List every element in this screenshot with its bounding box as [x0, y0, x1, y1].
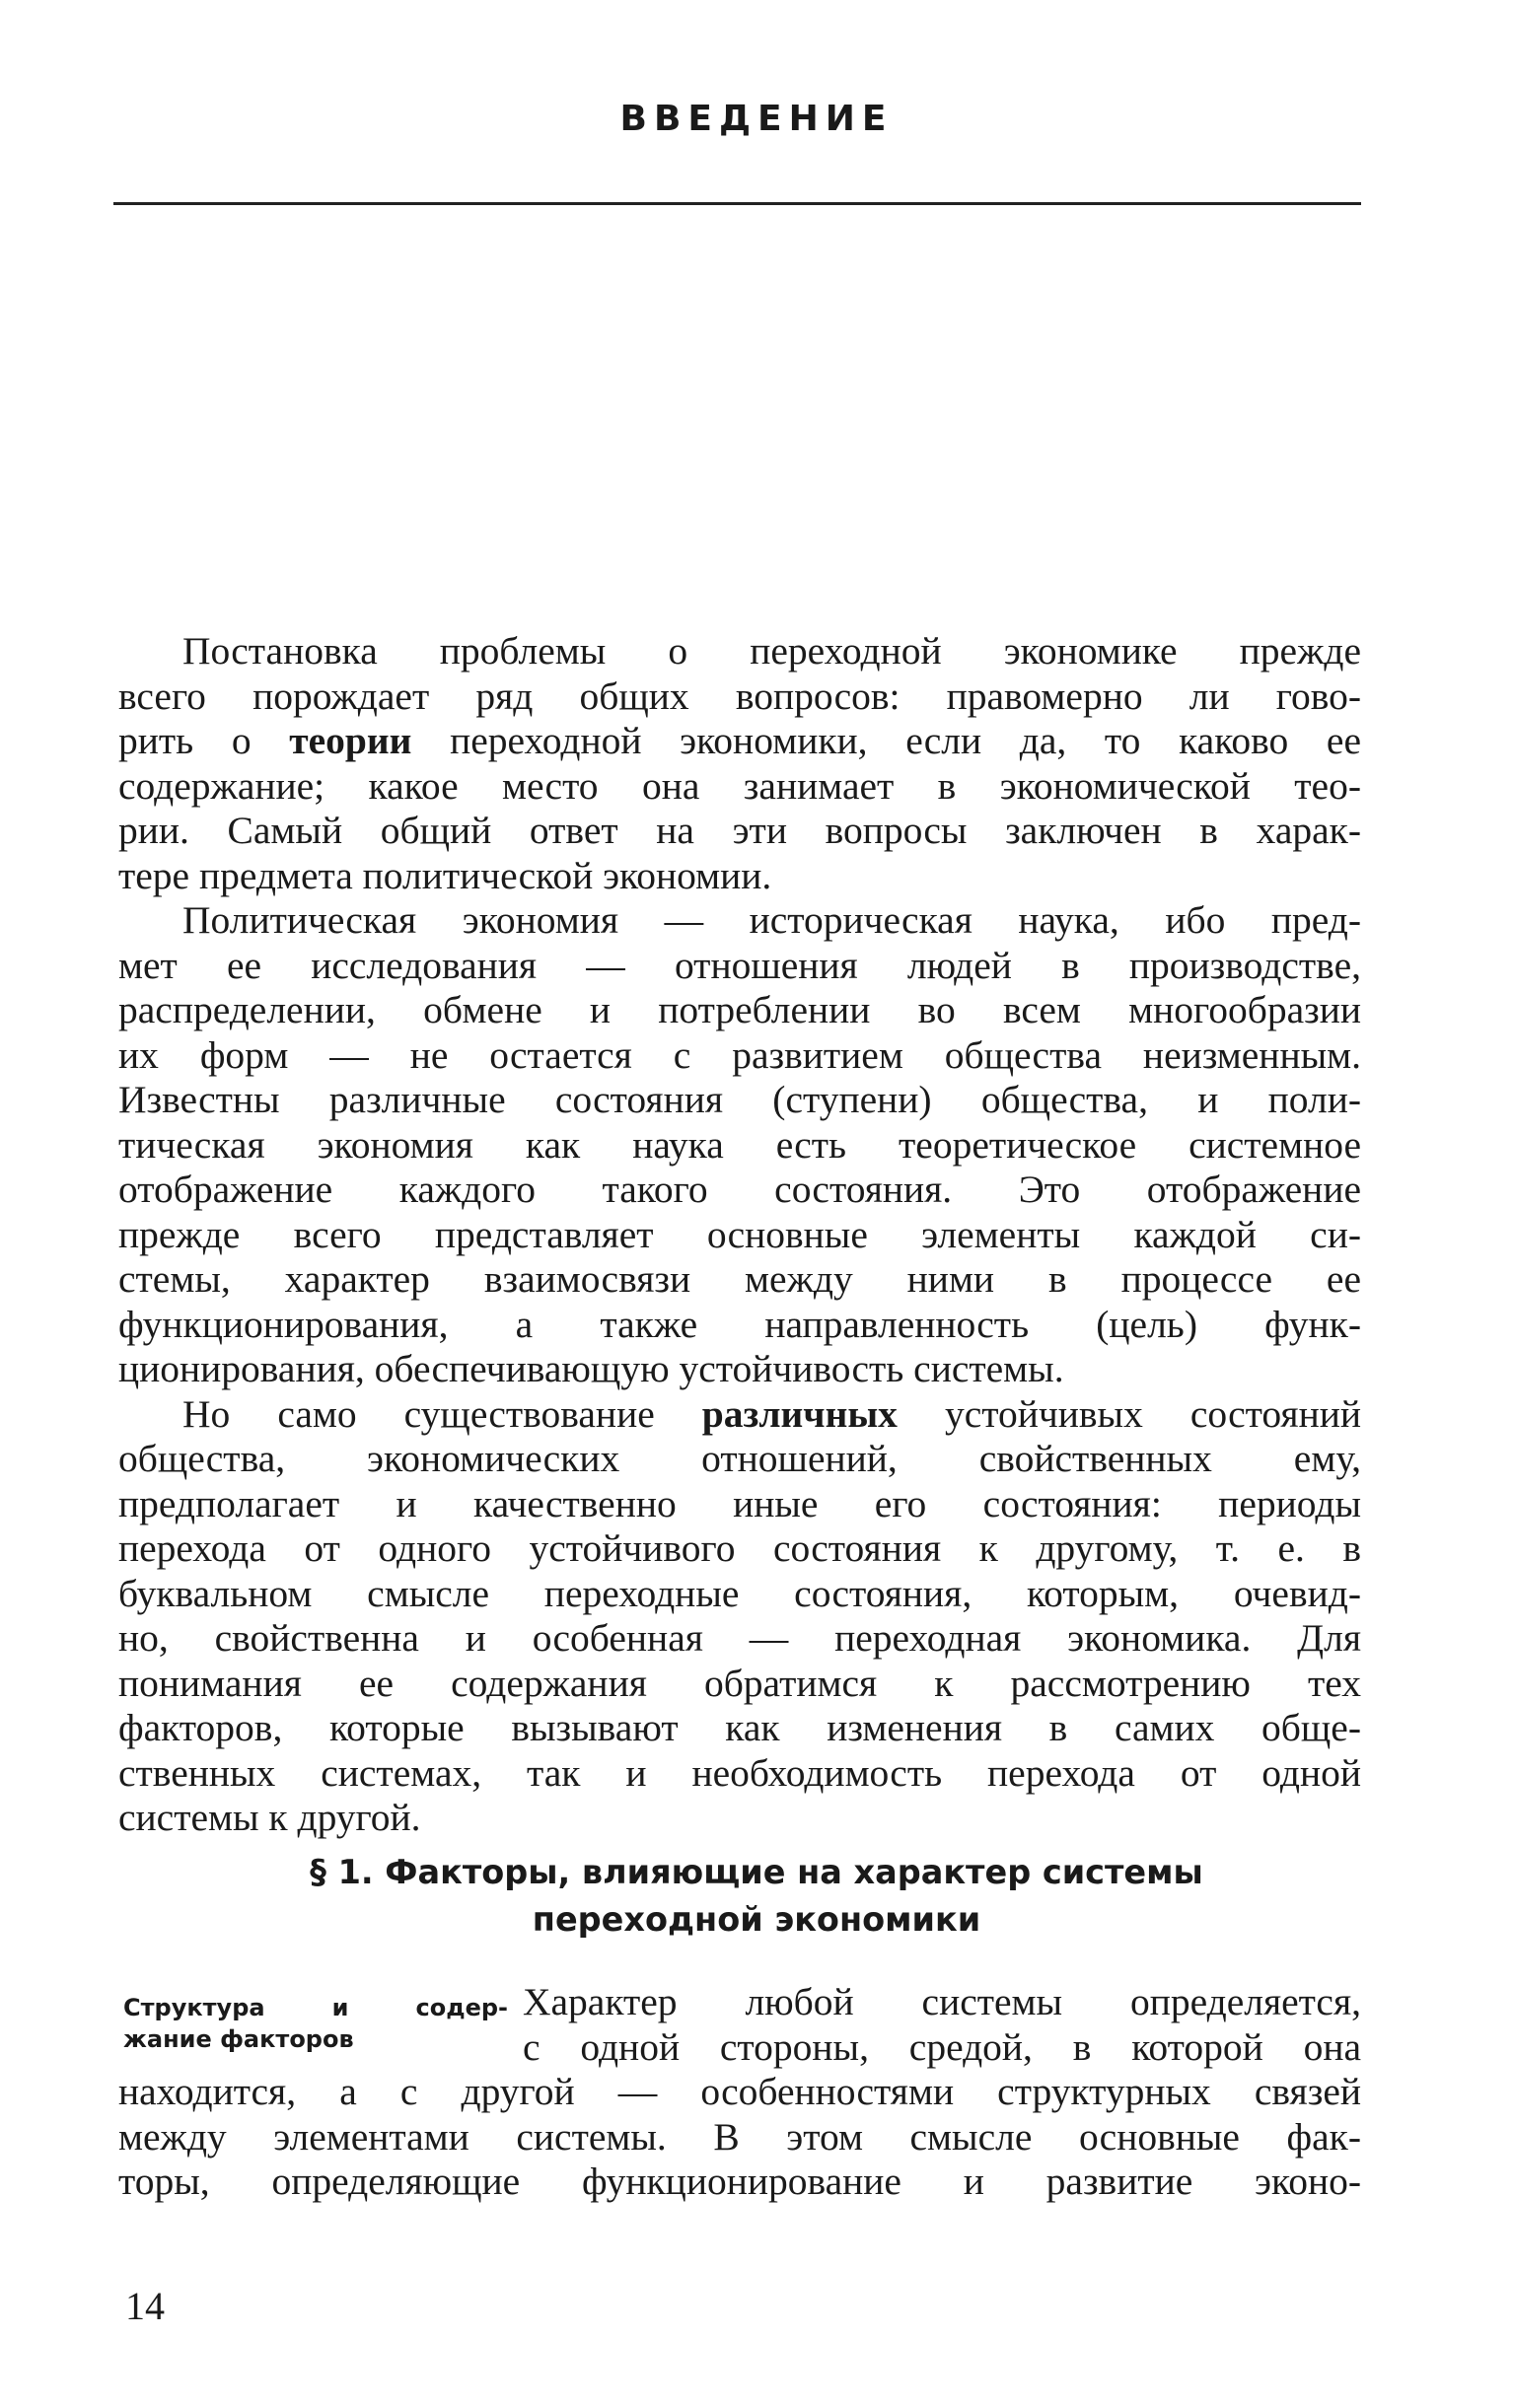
text-line: факторов, которые вызывают как изменения в самих обще- [118, 1706, 1361, 1749]
text-line [118, 1392, 1361, 1438]
text-fragment: рить о [118, 719, 252, 762]
text-line: Постановка проблемы о переходной экономике прежде [182, 629, 1361, 673]
text-line: тере предмета политической экономии. [118, 853, 772, 897]
text-fragment: устойчивых состояний [944, 1391, 1362, 1436]
text-line: рии. Самый общий ответ на эти вопросы заключен в харак- [118, 809, 1361, 852]
text-line: торы, определяющие функционирование и развитие эконо- [118, 2160, 1361, 2203]
text-line: ственных системах, так и необходимость перехода от одной [118, 1750, 1361, 1795]
text-fragment: Но само существование [182, 1391, 655, 1436]
text-line: Характер любой системы определяется, [523, 1980, 1361, 2023]
text-line: всего порождает ряд общих вопросов: правомерно ли гово- [118, 673, 1361, 718]
text-line: содержание; какое место она занимает в экономической тео- [118, 763, 1361, 808]
section-heading-line: переходной экономики [532, 1900, 981, 1939]
emphasis-different: различных [701, 1391, 898, 1436]
page-number: 14 [125, 2284, 165, 2328]
section-text [118, 1980, 1361, 2205]
section-heading-line: § 1. Факторы, влияющие на характер системы [310, 1853, 1203, 1891]
text-line: перехода от одного устойчивого состояния к другому, т. е. в [118, 1526, 1361, 1570]
margin-note-line: Структура и содер- [123, 1994, 508, 2021]
text-line: Известны различные состояния (ступени) общества, и поли- [118, 1078, 1361, 1121]
text-line [118, 719, 1361, 764]
margin-note-line: жание факторов [123, 2025, 354, 2053]
text-line: отображение каждого такого состояния. Это отображение [118, 1168, 1361, 1211]
emphasis-theory: теории [289, 719, 412, 762]
text-line: их форм — не остается с развитием общества неизменным. [118, 1032, 1361, 1077]
text-line: общества, экономических отношений, свойственных ему, [118, 1437, 1361, 1480]
title-rule [113, 202, 1361, 205]
text-fragment: переходной экономики, если да, то каково ее [450, 719, 1361, 762]
text-line: буквальном смысле переходные состояния, которым, очевид- [118, 1571, 1361, 1615]
text-line: но, свойственна и особенная — переходная экономика. Для [118, 1616, 1361, 1660]
chapter-title: ВВЕДЕНИЕ [619, 99, 894, 139]
section-heading [0, 1849, 1513, 1944]
text-line: функционирования, а также направленность (цель) функ- [118, 1302, 1361, 1346]
text-line: распределении, обмене и потреблении во всем многообразии [118, 988, 1361, 1031]
text-line: прежде всего представляет основные элементы каждой си- [118, 1212, 1361, 1256]
text-line: с одной стороны, средой, в которой она [523, 2024, 1361, 2069]
intro-text [118, 629, 1361, 1841]
text-line: ционирования, обеспечивающую устойчивость системы. [118, 1347, 1064, 1390]
text-line: находится, а с другой — особенностями структурных связей [118, 2070, 1361, 2113]
text-line: Политическая экономия — историческая наука, ибо пред- [182, 898, 1361, 942]
text-line: системы к другой. [118, 1796, 421, 1839]
text-line: предполагает и качественно иные его состояния: периоды [118, 1481, 1361, 1525]
text-line: стемы, характер взаимосвязи между ними в процессе ее [118, 1257, 1361, 1301]
text-line: между элементами системы. В этом смысле основные фак- [118, 2114, 1361, 2159]
text-line: понимания ее содержания обратимся к рассмотрению тех [118, 1661, 1361, 1705]
text-line: мет ее исследования — отношения людей в производстве, [118, 943, 1361, 987]
text-line: тическая экономия как наука есть теоретическое системное [118, 1122, 1361, 1167]
